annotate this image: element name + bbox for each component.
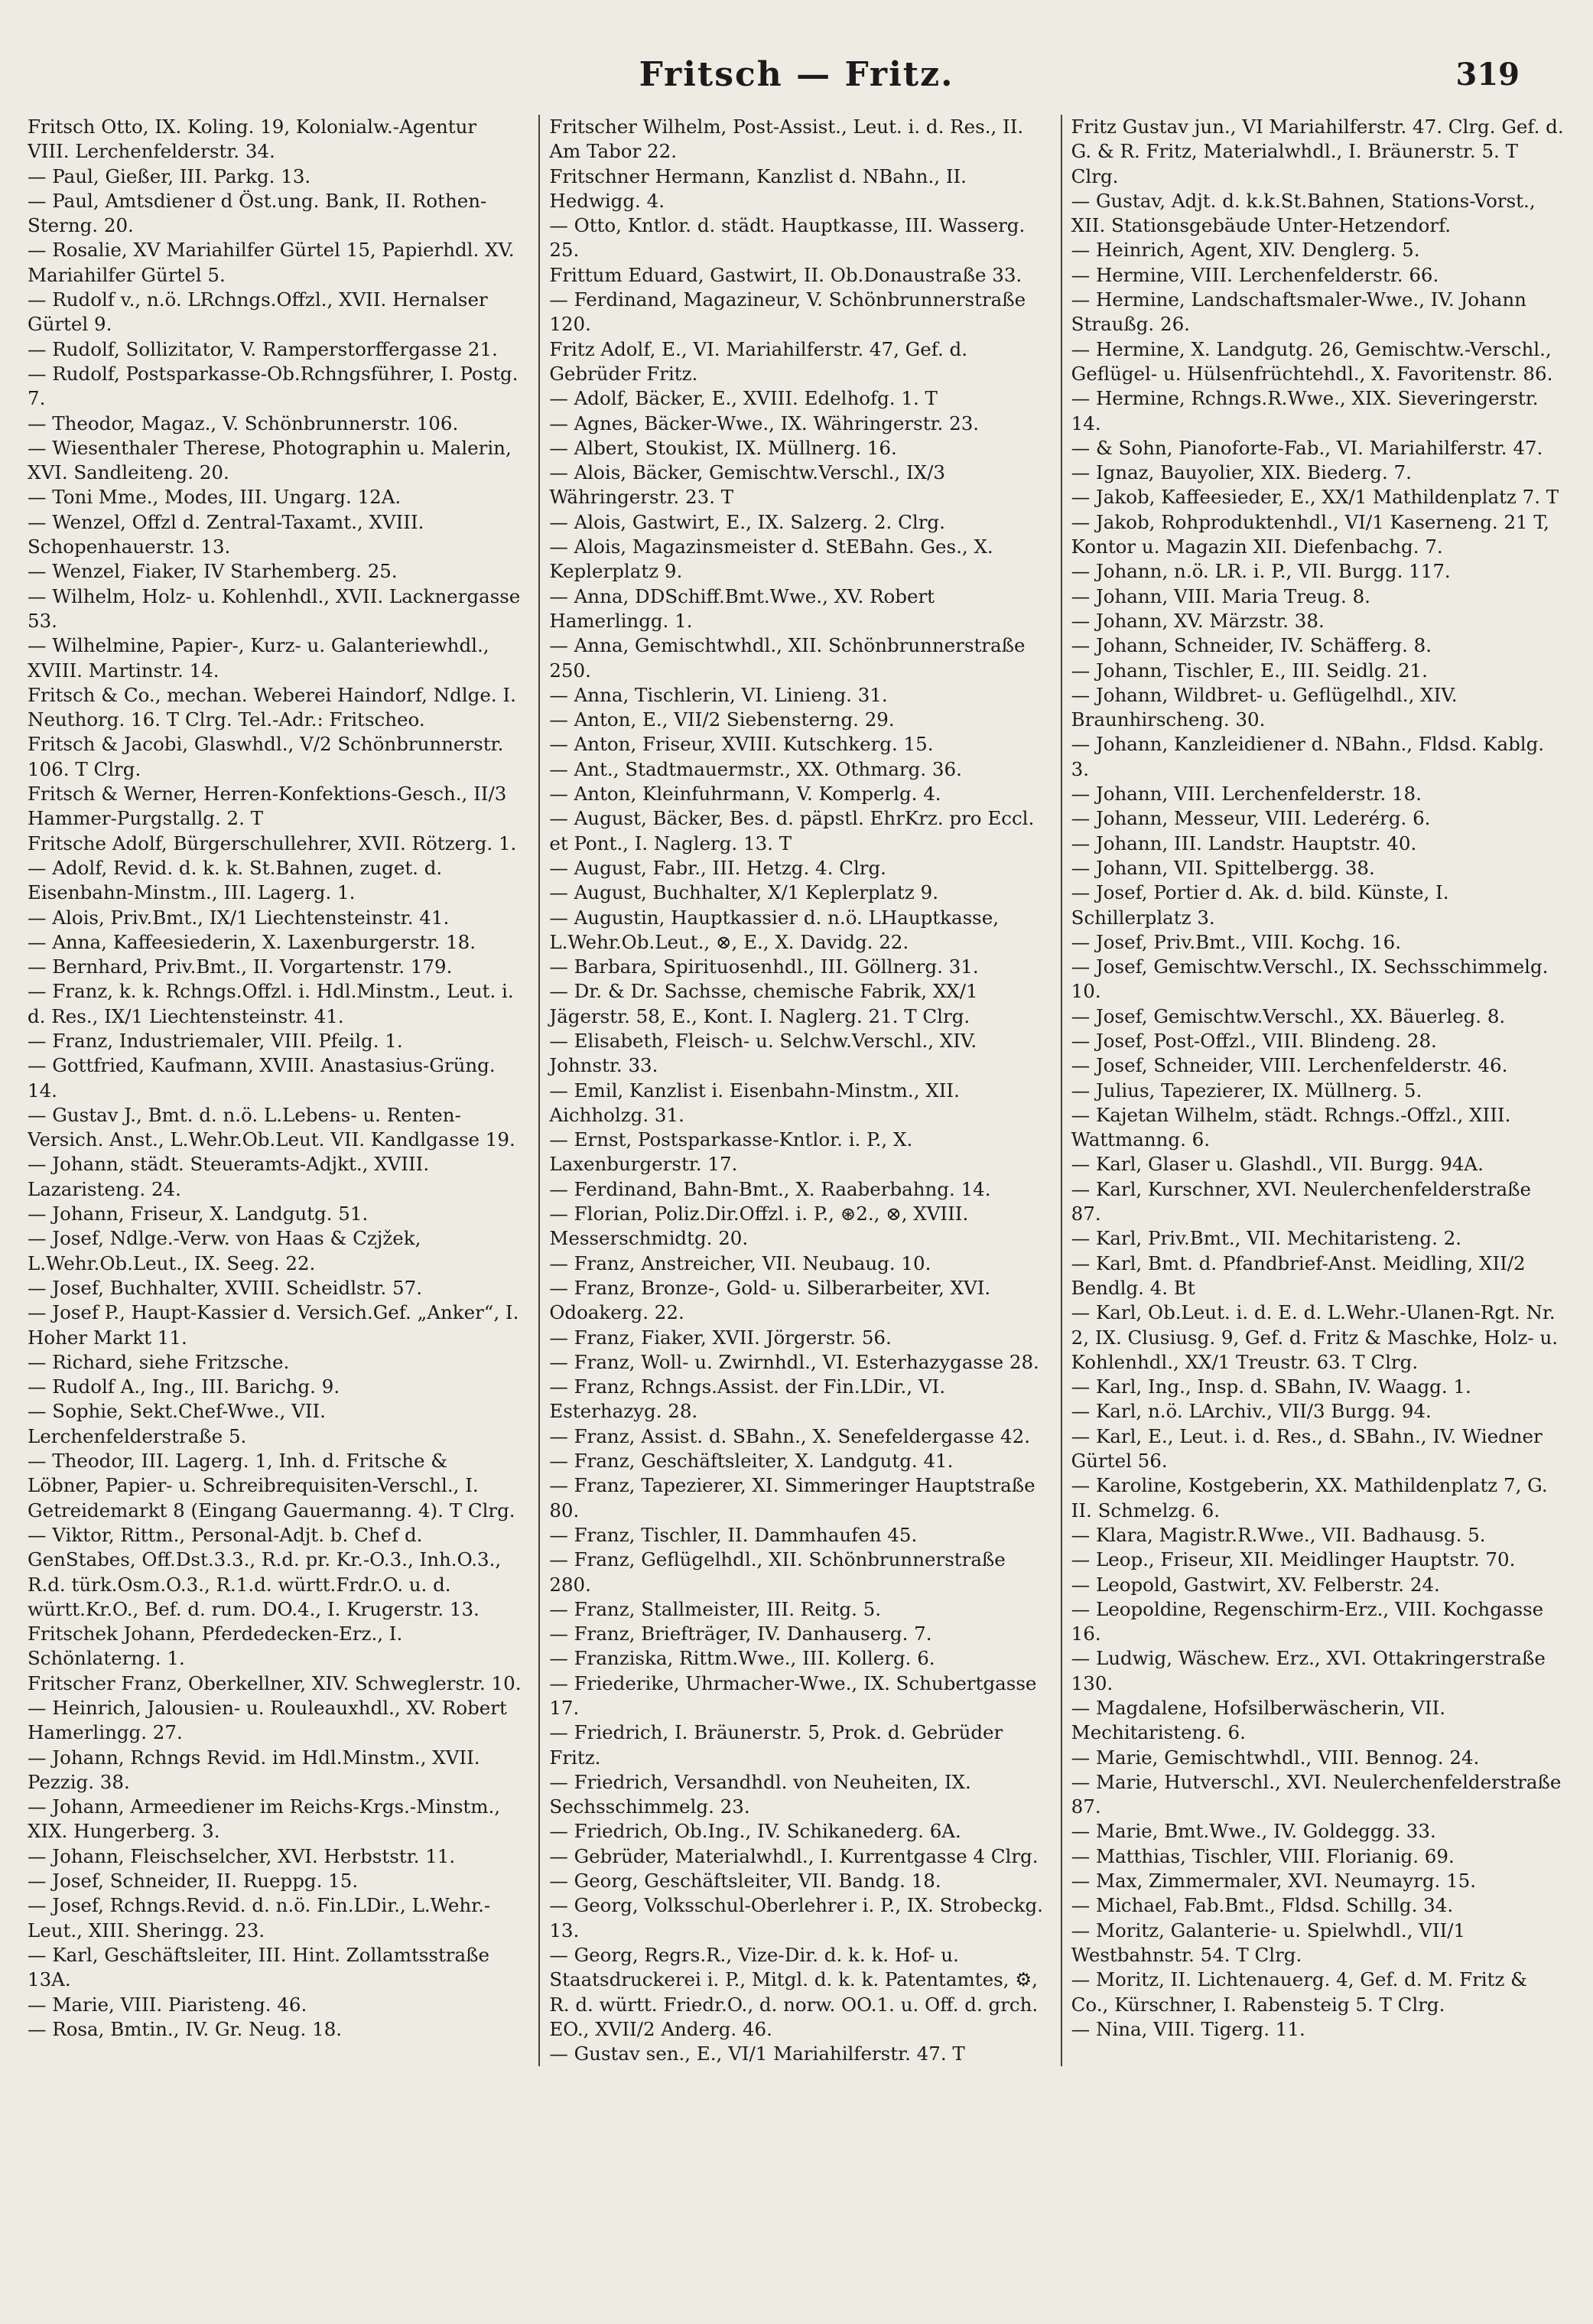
directory-entry: — Adolf, Revid. d. k. k. St.Bahnen, zuget. d. Eisenbahn-Minstm., III. Lagerg. 1. xyxy=(28,856,443,904)
directory-entry: — Johann, XV. Märzstr. 38. xyxy=(1071,609,1325,632)
directory-entry: — Theodor, Magaz., V. Schönbrunnerstr. 106. xyxy=(28,412,459,435)
directory-entry: — Franz, Tapezierer, XI. Simmeringer Hauptstraße 80. xyxy=(549,1474,1035,1522)
directory-entry: — Franz, Bronze-, Gold- u. Silberarbeiter, XVI. Odoakerg. 22. xyxy=(549,1276,991,1324)
directory-entry: — Johann, städt. Steueramts-Adjkt., XVIII. Lazaristeng. 24. xyxy=(28,1153,430,1200)
directory-entry: — Julius, Tapezierer, IX. Müllnerg. 5. xyxy=(1071,1079,1422,1102)
directory-entry: — Friedrich, Versandhdl. von Neuheiten, IX. Sechsschimmelg. 23. xyxy=(549,1770,971,1818)
directory-entry: — Franziska, Rittm.Wwe., III. Kollerg. 6. xyxy=(549,1647,935,1670)
directory-entry: — Wilhelm, Holz- u. Kohlenhdl., XVII. Lacknergasse 53. xyxy=(28,584,521,632)
directory-entry: — Josef, Buchhalter, XVIII. Scheidlstr. 57. xyxy=(28,1276,423,1299)
directory-entry: — Josef, Gemischtw.Verschl., XX. Bäuerleg. 8. xyxy=(1071,1004,1506,1027)
directory-entry: — Anton, Friseur, XVIII. Kutschkerg. 15. xyxy=(549,733,934,756)
directory-entry: — Ernst, Postsparkasse-Kntlor. i. P., X. Laxenburgerstr. 17. xyxy=(549,1128,913,1176)
directory-entry: — Franz, Assist. d. SBahn., X. Senefeldergasse 42. xyxy=(549,1424,1031,1447)
directory-entry: — Emil, Kanzlist i. Eisenbahn-Minstm., XII. Aichholzg. 31. xyxy=(549,1079,960,1126)
directory-entry: — Marie, VIII. Piaristeng. 46. xyxy=(28,1993,307,2016)
directory-entry: Fritsche Adolf, Bürgerschullehrer, XVII. Rötzerg. 1. xyxy=(28,832,517,854)
directory-entry: — Ignaz, Bauyolier, XIX. Biederg. 7. xyxy=(1071,461,1412,484)
directory-entry: — Karl, n.ö. LArchiv., VII/3 Burgg. 94. xyxy=(1071,1400,1432,1423)
directory-entry: — Karl, Ob.Leut. i. d. E. d. L.Wehr.-Ulanen-Rgt. Nr. 2, IX. Clusiusg. 9, Gef. d. Fritz & Maschke, Holz- u. Kohlenhdl., XX/1 Treustr. 63. T Clrg. xyxy=(1071,1301,1559,1373)
directory-entry: — Matthias, Tischler, VIII. Florianig. 69. xyxy=(1071,1844,1455,1867)
directory-entry: — Franz, Briefträger, IV. Danhauserg. 7. xyxy=(549,1623,932,1645)
directory-entry: — August, Buchhalter, X/1 Keplerplatz 9. xyxy=(549,881,938,904)
directory-entry: Fritschek Johann, Pferdedecken-Erz., I. Schönlaterng. 1. xyxy=(28,1623,403,1670)
directory-entry: — Ferdinand, Bahn-Bmt., X. Raaberbahng. 14. xyxy=(549,1177,991,1200)
directory-entry: — Johann, n.ö. LR. i. P., VII. Burgg. 117. xyxy=(1071,560,1451,583)
directory-entry: — Marie, Gemischtwhdl., VIII. Bennog. 24. xyxy=(1071,1746,1480,1769)
directory-columns xyxy=(28,115,1565,2066)
directory-entry: — Heinrich, Jalousien- u. Rouleauxhdl., XV. Robert Hamerlingg. 27. xyxy=(28,1697,507,1744)
directory-entry: — Franz, Fiaker, XVII. Jörgerstr. 56. xyxy=(549,1326,892,1349)
directory-entry: — Kajetan Wilhelm, städt. Rchngs.-Offzl., XIII. Wattmanng. 6. xyxy=(1071,1103,1511,1151)
directory-entry: — Marie, Bmt.Wwe., IV. Goldeggg. 33. xyxy=(1071,1820,1436,1843)
directory-entry: — Karl, Geschäftsleiter, III. Hint. Zollamtsstraße 13A. xyxy=(28,1943,489,1991)
directory-entry: — Paul, Gießer, III. Parkg. 13. xyxy=(28,164,311,187)
directory-entry: — Karl, Kurschner, XVI. Neulerchenfelderstraße 87. xyxy=(1071,1177,1532,1225)
directory-entry: — Rudolf A., Ing., III. Barichg. 9. xyxy=(28,1375,340,1398)
directory-entry: — Theodor, III. Lagerg. 1, Inh. d. Fritsche & Löbner, Papier- u. Schreibrequisiten-Verschl., I. Getreidemarkt 8 (Eingang Gauermanng. 4). T Clrg. xyxy=(28,1450,515,1522)
directory-entry: — Franz, Geschäftsleiter, X. Landgutg. 41. xyxy=(549,1450,954,1473)
directory-entry: — Franz, Industriemaler, VIII. Pfeilg. 1. xyxy=(28,1029,403,1052)
directory-entry: — Rosalie, XV Mariahilfer Gürtel 15, Papierhdl. XV. Mariahilfer Gürtel 5. xyxy=(28,239,515,286)
directory-entry: — Franz, Geflügelhdl., XII. Schönbrunnerstraße 280. xyxy=(549,1548,1006,1596)
directory-entry: — Bernhard, Priv.Bmt., II. Vorgartenstr. 179. xyxy=(28,955,453,978)
directory-entry: — Hermine, Rchngs.R.Wwe., XIX. Sieveringerstr. 14. xyxy=(1071,387,1539,435)
page-header xyxy=(28,54,1565,107)
directory-entry: — Augustin, Hauptkassier d. n.ö. LHauptkasse, L.Wehr.Ob.Leut., ⊗, E., X. Davidg. 22. xyxy=(549,906,1000,953)
directory-entry: — August, Bäcker, Bes. d. päpstl. EhrKrz. pro Eccl. et Pont., I. Naglerg. 13. T xyxy=(549,807,1035,854)
directory-entry: — Karl, Bmt. d. Pfandbrief-Anst. Meidling, XII/2 Bendlg. 4. Bt xyxy=(1071,1252,1526,1299)
directory-entry: — Johann, VIII. Maria Treug. 8. xyxy=(1071,584,1370,607)
directory-entry: — Dr. & Dr. Sachsse, chemische Fabrik, XX/1 Jägerstr. 58, E., Kont. I. Naglerg. 21. T Clrg. xyxy=(549,980,978,1027)
directory-entry: — Wilhelmine, Papier-, Kurz- u. Galanteriewhdl., XVIII. Martinstr. 14. xyxy=(28,634,489,682)
directory-entry: — Georg, Regrs.R., Vize-Dir. d. k. k. Hof- u. Staatsdruckerei i. P., Mitgl. d. k. k. Patentamtes, ⚙, R. d. württ. Friedr.O., d. norw. OO.1. u. Off. d. grch. EO., XVII/2 Anderg. 46. xyxy=(549,1943,1039,2040)
directory-entry: — Wenzel, Offzl d. Zentral-Taxamt., XVIII. Schopenhauerstr. 13. xyxy=(28,510,424,558)
directory-entry: — Nina, VIII. Tigerg. 11. xyxy=(1071,2017,1305,2040)
directory-entry: — Ludwig, Wäschew. Erz., XVI. Ottakringerstraße 130. xyxy=(1071,1647,1546,1694)
directory-entry: — Gebrüder, Materialwhdl., I. Kurrentgasse 4 Clrg. xyxy=(549,1844,1039,1867)
directory-entry: — Karl, Priv.Bmt., VII. Mechitaristeng. 2. xyxy=(1071,1227,1462,1250)
directory-entry: — Wenzel, Fiaker, IV Starhemberg. 25. xyxy=(28,560,398,583)
directory-entry: — Johann, VII. Spittelbergg. 38. xyxy=(1071,856,1375,879)
directory-entry: — Karl, E., Leut. i. d. Res., d. SBahn., IV. Wiedner Gürtel 56. xyxy=(1071,1424,1543,1473)
directory-entry: — Johann, Schneider, IV. Schäfferg. 8. xyxy=(1071,634,1432,657)
directory-entry: — Georg, Volksschul-Oberlehrer i. P., IX. Strobeckg. 13. xyxy=(549,1894,1043,1942)
directory-entry: — Karl, Ing., Insp. d. SBahn, IV. Waagg. 1. xyxy=(1071,1375,1471,1398)
column-1 xyxy=(28,115,522,2066)
directory-entry: — Franz, Tischler, II. Dammhaufen 45. xyxy=(549,1523,918,1546)
directory-entry: — Josef, Schneider, II. Rueppg. 15. xyxy=(28,1870,359,1893)
directory-entry: — Alois, Magazinsmeister d. StEBahn. Ges., X. Keplerplatz 9. xyxy=(549,535,993,583)
directory-entry: — Anna, Tischlerin, VI. Linieng. 31. xyxy=(549,683,888,706)
directory-entry: Fritscher Wilhelm, Post-Assist., Leut. i. d. Res., II. Am Tabor 22. xyxy=(549,116,1024,163)
directory-entry: — Anna, Kaffeesiederin, X. Laxenburgerstr. 18. xyxy=(28,930,476,953)
directory-entry: — Marie, Hutverschl., XVI. Neulerchenfelderstraße 87. xyxy=(1071,1770,1562,1818)
running-head: Fritsch — Fritz. xyxy=(639,55,954,94)
directory-entry: Fritschner Hermann, Kanzlist d. NBahn., II. Hedwigg. 4. xyxy=(549,164,967,212)
directory-entry: — Viktor, Rittm., Personal-Adjt. b. Chef d. GenStabes, Off.Dst.3.3., R.d. pr. Kr.-O.3., Inh.O.3., R.d. türk.Osm.O.3., R.1.d. württ.Frdr.O. u. d. württ.Kr.O., Bef. d. rum. DO.4., I. Krugerstr. 13. xyxy=(28,1523,502,1620)
directory-entry: — Jakob, Kaffeesieder, E., XX/1 Mathildenplatz 7. T xyxy=(1071,486,1559,509)
directory-entry: — Agnes, Bäcker-Wwe., IX. Währingerstr. 23. xyxy=(549,412,980,435)
directory-entry: — Florian, Poliz.Dir.Offzl. i. P., ⊛2., ⊗, XVIII. Messerschmidtg. 20. xyxy=(549,1203,969,1250)
directory-entry: — Franz, Anstreicher, VII. Neubaug. 10. xyxy=(549,1252,931,1274)
directory-entry: — Toni Mme., Modes, III. Ungarg. 12A. xyxy=(28,486,402,509)
directory-entry: Fritsch & Werner, Herren-Konfektions-Gesch., II/3 Hammer-Purgstallg. 2. T xyxy=(28,783,507,830)
directory-entry: — Max, Zimmermaler, XVI. Neumayrg. 15. xyxy=(1071,1870,1477,1893)
directory-entry: — Franz, Stallmeister, III. Reitg. 5. xyxy=(549,1597,882,1620)
directory-entry: Fritz Gustav jun., VI Mariahilferstr. 47. Clrg. Gef. d. G. & R. Fritz, Materialwhdl., I. Bräunerstr. 5. T Clrg. xyxy=(1071,116,1564,187)
directory-entry: — Gustav J., Bmt. d. n.ö. L.Lebens- u. Renten-Versich. Anst., L.Wehr.Ob.Leut. VII. Kandlgasse 19. xyxy=(28,1103,515,1151)
column-3 xyxy=(1061,115,1565,2066)
directory-entry: — Franz, Rchngs.Assist. der Fin.LDir., VI. Esterhazyg. 28. xyxy=(549,1375,946,1423)
directory-entry: — Ferdinand, Magazineur, V. Schönbrunnerstraße 120. xyxy=(549,288,1026,336)
directory-entry: — Rudolf, Postsparkasse-Ob.Rchngsführer, I. Postg. 7. xyxy=(28,362,519,410)
directory-entry: — Gustav, Adjt. d. k.k.St.Bahnen, Stations-Vorst., XII. Stationsgebäude Unter-Hetzendorf. xyxy=(1071,189,1536,237)
directory-entry: — Alois, Priv.Bmt., IX/1 Liechtensteinstr. 41. xyxy=(28,906,450,929)
directory-entry: — Adolf, Bäcker, E., XVIII. Edelhofg. 1. T xyxy=(549,387,938,410)
directory-entry: — Friedrich, Ob.Ing., IV. Schikanederg. 6A. xyxy=(549,1820,961,1843)
directory-entry: — Josef, Schneider, VIII. Lerchenfelderstr. 46. xyxy=(1071,1054,1508,1077)
directory-entry: — Hermine, X. Landgutg. 26, Gemischtw.-Verschl., Geflügel- u. Hülsenfrüchtehdl., X. Favoritenstr. 86. xyxy=(1071,337,1553,385)
directory-entry: — Alois, Bäcker, Gemischtw.Verschl., IX/3 Währingerstr. 23. T xyxy=(549,461,945,509)
directory-entry: — Johann, Messeur, VIII. Lederérg. 6. xyxy=(1071,807,1431,830)
directory-entry: — Leopoldine, Regenschirm-Erz., VIII. Kochgasse 16. xyxy=(1071,1597,1544,1645)
directory-entry: — Rudolf, Sollizitator, V. Ramperstorffergasse 21. xyxy=(28,337,498,360)
directory-entry: — Hermine, VIII. Lerchenfelderstr. 66. xyxy=(1071,263,1439,286)
directory-entry: — Hermine, Landschaftsmaler-Wwe., IV. Johann Straußg. 26. xyxy=(1071,288,1526,336)
directory-entry: — Moritz, Galanterie- u. Spielwhdl., VII/1 Westbahnstr. 54. T Clrg. xyxy=(1071,1919,1466,1966)
directory-entry: — Michael, Fab.Bmt., Fldsd. Schillg. 34. xyxy=(1071,1894,1454,1917)
directory-entry: — Rudolf v., n.ö. LRchngs.Offzl., XVII. Hernalser Gürtel 9. xyxy=(28,288,488,336)
directory-entry: — Elisabeth, Fleisch- u. Selchw.Verschl., XIV. Johnstr. 33. xyxy=(549,1029,977,1077)
directory-entry: — Johann, III. Landstr. Hauptstr. 40. xyxy=(1071,832,1417,854)
directory-entry: Fritsch Otto, IX. Koling. 19, Kolonialw.-Agentur VIII. Lerchenfelderstr. 34. xyxy=(28,116,477,163)
directory-entry: — Moritz, II. Lichtenauerg. 4, Gef. d. M. Fritz & Co., Kürschner, I. Rabensteig 5. T Clrg. xyxy=(1071,1968,1527,2016)
directory-entry: — Jakob, Rohproduktenhdl., VI/1 Kaserneng. 21 T, Kontor u. Magazin XII. Diefenbachg. 7. xyxy=(1071,510,1549,558)
directory-entry: — Josef, Rchngs.Revid. d. n.ö. Fin.LDir., L.Wehr.-Leut., XIII. Sheringg. 23. xyxy=(28,1894,491,1942)
directory-entry: — Karl, Glaser u. Glashdl., VII. Burgg. 94A. xyxy=(1071,1153,1484,1176)
directory-entry: Frittum Eduard, Gastwirt, II. Ob.Donaustraße 33. xyxy=(549,263,1022,286)
directory-entry: — Georg, Geschäftsleiter, VII. Bandg. 18. xyxy=(549,1870,941,1893)
directory-entry: — Johann, Wildbret- u. Geflügelhdl., XIV. Braunhirscheng. 30. xyxy=(1071,683,1458,731)
directory-entry: — Gustav sen., E., VI/1 Mariahilferstr. 47. T xyxy=(549,2042,965,2065)
directory-entry: — Alois, Gastwirt, E., IX. Salzerg. 2. Clrg. xyxy=(549,510,945,533)
directory-entry: — Anton, Kleinfuhrmann, V. Komperlg. 4. xyxy=(549,783,941,806)
directory-entry: Fritz Adolf, E., VI. Mariahilferstr. 47, Gef. d. Gebrüder Fritz. xyxy=(549,337,967,385)
directory-entry: — Johann, Fleischselcher, XVI. Herbststr. 11. xyxy=(28,1844,456,1867)
directory-entry: — Rosa, Bmtin., IV. Gr. Neug. 18. xyxy=(28,2017,343,2040)
directory-entry: — Friedrich, I. Bräunerstr. 5, Prok. d. Gebrüder Fritz. xyxy=(549,1721,1003,1769)
directory-entry: — Ant., Stadtmauermstr., XX. Othmarg. 36. xyxy=(549,757,962,780)
directory-entry: — Friederike, Uhrmacher-Wwe., IX. Schubertgasse 17. xyxy=(549,1671,1037,1719)
directory-entry: — Johann, Rchngs Revid. im Hdl.Minstm., XVII. Pezzig. 38. xyxy=(28,1746,480,1793)
directory-entry: — Franz, k. k. Rchngs.Offzl. i. Hdl.Minstm., Leut. i. d. Res., IX/1 Liechtensteinstr. 41. xyxy=(28,980,514,1027)
directory-entry: — Johann, Kanzleidiener d. NBahn., Fldsd. Kablg. 3. xyxy=(1071,733,1545,780)
directory-entry: — Josef, Priv.Bmt., VIII. Kochg. 16. xyxy=(1071,930,1401,953)
directory-entry: — Albert, Stoukist, IX. Müllnerg. 16. xyxy=(549,436,897,459)
directory-entry: — Josef, Portier d. Ak. d. bild. Künste, I. Schillerplatz 3. xyxy=(1071,881,1449,929)
directory-entry: — Gottfried, Kaufmann, XVIII. Anastasius-Grüng. 14. xyxy=(28,1054,496,1102)
directory-entry: Fritscher Franz, Oberkellner, XIV. Schweglerstr. 10. xyxy=(28,1671,522,1694)
column-2 xyxy=(538,115,1043,2066)
directory-entry: — Josef, Post-Offzl., VIII. Blindeng. 28. xyxy=(1071,1029,1437,1052)
directory-entry: — Anton, E., VII/2 Siebensterng. 29. xyxy=(549,708,895,731)
directory-entry: — Paul, Amtsdiener d Öst.ung. Bank, II. Rothen-Sterng. 20. xyxy=(28,189,487,237)
directory-entry: — & Sohn, Pianoforte-Fab., VI. Mariahilferstr. 47. xyxy=(1071,436,1543,459)
directory-entry: Fritsch & Co., mechan. Weberei Haindorf, Ndlge. I. Neuthorg. 16. T Clrg. Tel.-Adr.: Fritscheo. xyxy=(28,683,516,731)
directory-entry: — Josef, Gemischtw.Verschl., IX. Sechsschimmelg. 10. xyxy=(1071,955,1549,1003)
directory-entry: — Wiesenthaler Therese, Photographin u. Malerin, XVI. Sandleiteng. 20. xyxy=(28,436,512,484)
directory-entry: — Anna, DDSchiff.Bmt.Wwe., XV. Robert Hamerlingg. 1. xyxy=(549,584,935,632)
directory-entry: — Barbara, Spirituosenhdl., III. Göllnerg. 31. xyxy=(549,955,979,978)
directory-entry: — Sophie, Sekt.Chef-Wwe., VII. Lerchenfelderstraße 5. xyxy=(28,1400,326,1447)
directory-entry: — Otto, Kntlor. d. städt. Hauptkasse, III. Wasserg. 25. xyxy=(549,214,1026,262)
directory-entry: — Josef P., Haupt-Kassier d. Versich.Gef. „Anker“, I. Hoher Markt 11. xyxy=(28,1301,519,1349)
directory-entry: — Klara, Magistr.R.Wwe., VII. Badhausg. 5. xyxy=(1071,1523,1486,1546)
directory-entry: — Heinrich, Agent, XIV. Denglerg. 5. xyxy=(1071,239,1420,262)
directory-entry: Fritsch & Jacobi, Glaswhdl., V/2 Schönbrunnerstr. 106. T Clrg. xyxy=(28,733,504,780)
directory-entry: — Josef, Ndlge.-Verw. von Haas & Czjžek, L.Wehr.Ob.Leut., IX. Seeg. 22. xyxy=(28,1227,421,1274)
directory-entry: — Leop., Friseur, XII. Meidlinger Hauptstr. 70. xyxy=(1071,1548,1516,1571)
directory-entry: — Richard, siehe Fritzsche. xyxy=(28,1350,290,1373)
directory-entry: — Magdalene, Hofsilberwäscherin, VII. Mechitaristeng. 6. xyxy=(1071,1697,1446,1744)
directory-entry: — Karoline, Kostgeberin, XX. Mathildenplatz 7, G. II. Schmelzg. 6. xyxy=(1071,1474,1548,1522)
directory-entry: — Johann, Friseur, X. Landgutg. 51. xyxy=(28,1203,369,1225)
directory-entry: — Johann, Armeediener im Reichs-Krgs.-Minstm., XIX. Hungerberg. 3. xyxy=(28,1795,501,1843)
directory-entry: — Johann, VIII. Lerchenfelderstr. 18. xyxy=(1071,783,1422,806)
directory-entry: — Franz, Woll- u. Zwirnhdl., VI. Esterhazygasse 28. xyxy=(549,1350,1039,1373)
directory-entry: — August, Fabr., III. Hetzg. 4. Clrg. xyxy=(549,856,886,879)
directory-entry: — Leopold, Gastwirt, XV. Felberstr. 24. xyxy=(1071,1573,1440,1596)
directory-entry: — Anna, Gemischtwhdl., XII. Schönbrunnerstraße 250. xyxy=(549,634,1026,682)
directory-entry: — Johann, Tischler, E., III. Seidlg. 21. xyxy=(1071,659,1428,682)
page-number: 319 xyxy=(1455,57,1520,93)
